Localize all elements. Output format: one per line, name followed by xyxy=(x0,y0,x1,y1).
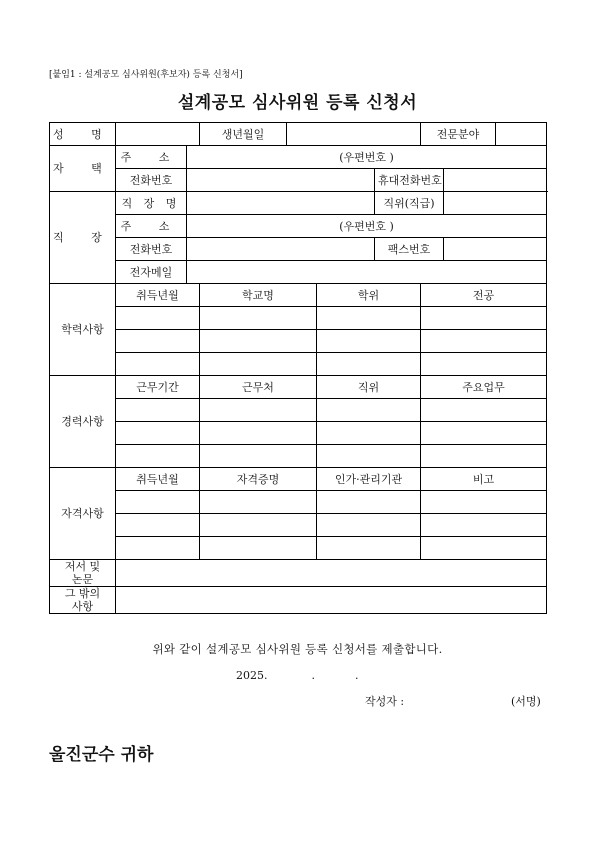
education-cell[interactable] xyxy=(200,330,317,353)
education-cell[interactable] xyxy=(317,353,421,376)
education-cell[interactable] xyxy=(116,330,200,353)
qualification-header: 취득년월 xyxy=(116,468,200,491)
career-cell[interactable] xyxy=(200,399,317,422)
career-row xyxy=(50,445,547,468)
education-section-label: 학력사항 xyxy=(50,284,116,376)
education-header: 전공 xyxy=(421,284,547,307)
qualification-cell[interactable] xyxy=(421,491,547,514)
career-cell[interactable] xyxy=(116,445,200,468)
education-cell[interactable] xyxy=(421,307,547,330)
education-header: 취득년월 xyxy=(116,284,200,307)
career-cell[interactable] xyxy=(116,399,200,422)
home-phone-label: 전화번호 xyxy=(116,169,187,192)
date-month-sep: . xyxy=(311,669,315,682)
education-cell[interactable] xyxy=(421,330,547,353)
form-title: 설계공모 심사위원 등록 신청서 xyxy=(177,93,418,113)
qualification-section-label: 자격사항 xyxy=(50,468,116,560)
date-day-sep: . xyxy=(355,669,359,682)
field-field[interactable] xyxy=(496,123,547,146)
career-cell[interactable] xyxy=(421,422,547,445)
work-address-label: 주 소 xyxy=(116,215,187,238)
qualification-cell[interactable] xyxy=(421,514,547,537)
work-company-label: 직 장 명 xyxy=(116,192,187,215)
date-year: 2025. xyxy=(236,669,268,682)
qualification-cell[interactable] xyxy=(116,514,200,537)
qualification-row xyxy=(50,514,547,537)
career-cell[interactable] xyxy=(421,399,547,422)
home-mobile-label: 휴대전화번호 xyxy=(375,169,444,192)
work-fax-field[interactable] xyxy=(444,238,547,261)
work-section-label: 직 장 xyxy=(50,192,116,284)
other-label: 그 밖의 사항 xyxy=(50,587,116,614)
name-label: 성 명 xyxy=(50,123,116,146)
qualification-header: 인가·관리기관 xyxy=(317,468,421,491)
education-header: 학위 xyxy=(317,284,421,307)
education-row xyxy=(50,353,547,376)
work-email-label: 전자메일 xyxy=(116,261,187,284)
career-cell[interactable] xyxy=(200,422,317,445)
work-position-label: 직위(직급) xyxy=(375,192,444,215)
declaration-text: 위와 같이 설계공모 심사위원 등록 신청서를 제출합니다. xyxy=(152,642,443,656)
qualification-row xyxy=(50,491,547,514)
qualification-cell[interactable] xyxy=(421,537,547,560)
qualification-cell[interactable] xyxy=(200,537,317,560)
qualification-cell[interactable] xyxy=(200,491,317,514)
education-header: 학교명 xyxy=(200,284,317,307)
work-phone-field[interactable] xyxy=(187,238,375,261)
education-cell[interactable] xyxy=(317,330,421,353)
career-header: 근무처 xyxy=(200,376,317,399)
education-cell[interactable] xyxy=(200,353,317,376)
career-cell[interactable] xyxy=(200,445,317,468)
qualification-cell[interactable] xyxy=(116,537,200,560)
date-line xyxy=(236,669,359,682)
home-mobile-field[interactable] xyxy=(444,169,547,192)
education-cell[interactable] xyxy=(421,353,547,376)
career-cell[interactable] xyxy=(317,445,421,468)
career-cell[interactable] xyxy=(421,445,547,468)
work-email-field[interactable] xyxy=(187,261,547,284)
author-label: 작성자 : xyxy=(365,695,405,708)
work-fax-label: 팩스번호 xyxy=(375,238,444,261)
qualification-header: 자격증명 xyxy=(200,468,317,491)
qualification-header: 비고 xyxy=(421,468,547,491)
career-header: 주요업무 xyxy=(421,376,547,399)
other-field[interactable] xyxy=(116,587,547,614)
recipient: 울진군수 귀하 xyxy=(49,745,154,765)
attachment-label: [붙임1 : 설계공모 심사위원(후보자) 등록 신청서] xyxy=(49,70,243,80)
career-section-label: 경력사항 xyxy=(50,376,116,468)
qualification-cell[interactable] xyxy=(317,514,421,537)
career-cell[interactable] xyxy=(317,399,421,422)
career-row xyxy=(50,422,547,445)
publications-label: 저서 및 논문 xyxy=(50,560,116,587)
name-field[interactable] xyxy=(116,123,200,146)
career-header: 직위 xyxy=(317,376,421,399)
qualification-cell[interactable] xyxy=(317,537,421,560)
home-phone-field[interactable] xyxy=(187,169,375,192)
education-cell[interactable] xyxy=(116,307,200,330)
education-cell[interactable] xyxy=(200,307,317,330)
signature-label: (서명) xyxy=(511,695,541,708)
publications-field[interactable] xyxy=(116,560,547,587)
birth-label: 생년월일 xyxy=(200,123,287,146)
home-address-field[interactable]: (우편번호 ) xyxy=(187,146,547,169)
qualification-row xyxy=(50,537,547,560)
home-section-label: 자 택 xyxy=(50,146,116,192)
career-cell[interactable] xyxy=(116,422,200,445)
career-cell[interactable] xyxy=(317,422,421,445)
education-row xyxy=(50,307,547,330)
home-address-label: 주 소 xyxy=(116,146,187,169)
application-form-table xyxy=(49,122,547,614)
field-label: 전문분야 xyxy=(421,123,496,146)
career-header: 근무기간 xyxy=(116,376,200,399)
work-company-field[interactable] xyxy=(187,192,375,215)
education-row xyxy=(50,330,547,353)
education-cell[interactable] xyxy=(116,353,200,376)
work-position-field[interactable] xyxy=(444,192,547,215)
work-address-field[interactable]: (우편번호 ) xyxy=(187,215,547,238)
education-cell[interactable] xyxy=(317,307,421,330)
career-row xyxy=(50,399,547,422)
qualification-cell[interactable] xyxy=(200,514,317,537)
birth-field[interactable] xyxy=(287,123,421,146)
qualification-cell[interactable] xyxy=(116,491,200,514)
work-phone-label: 전화번호 xyxy=(116,238,187,261)
qualification-cell[interactable] xyxy=(317,491,421,514)
